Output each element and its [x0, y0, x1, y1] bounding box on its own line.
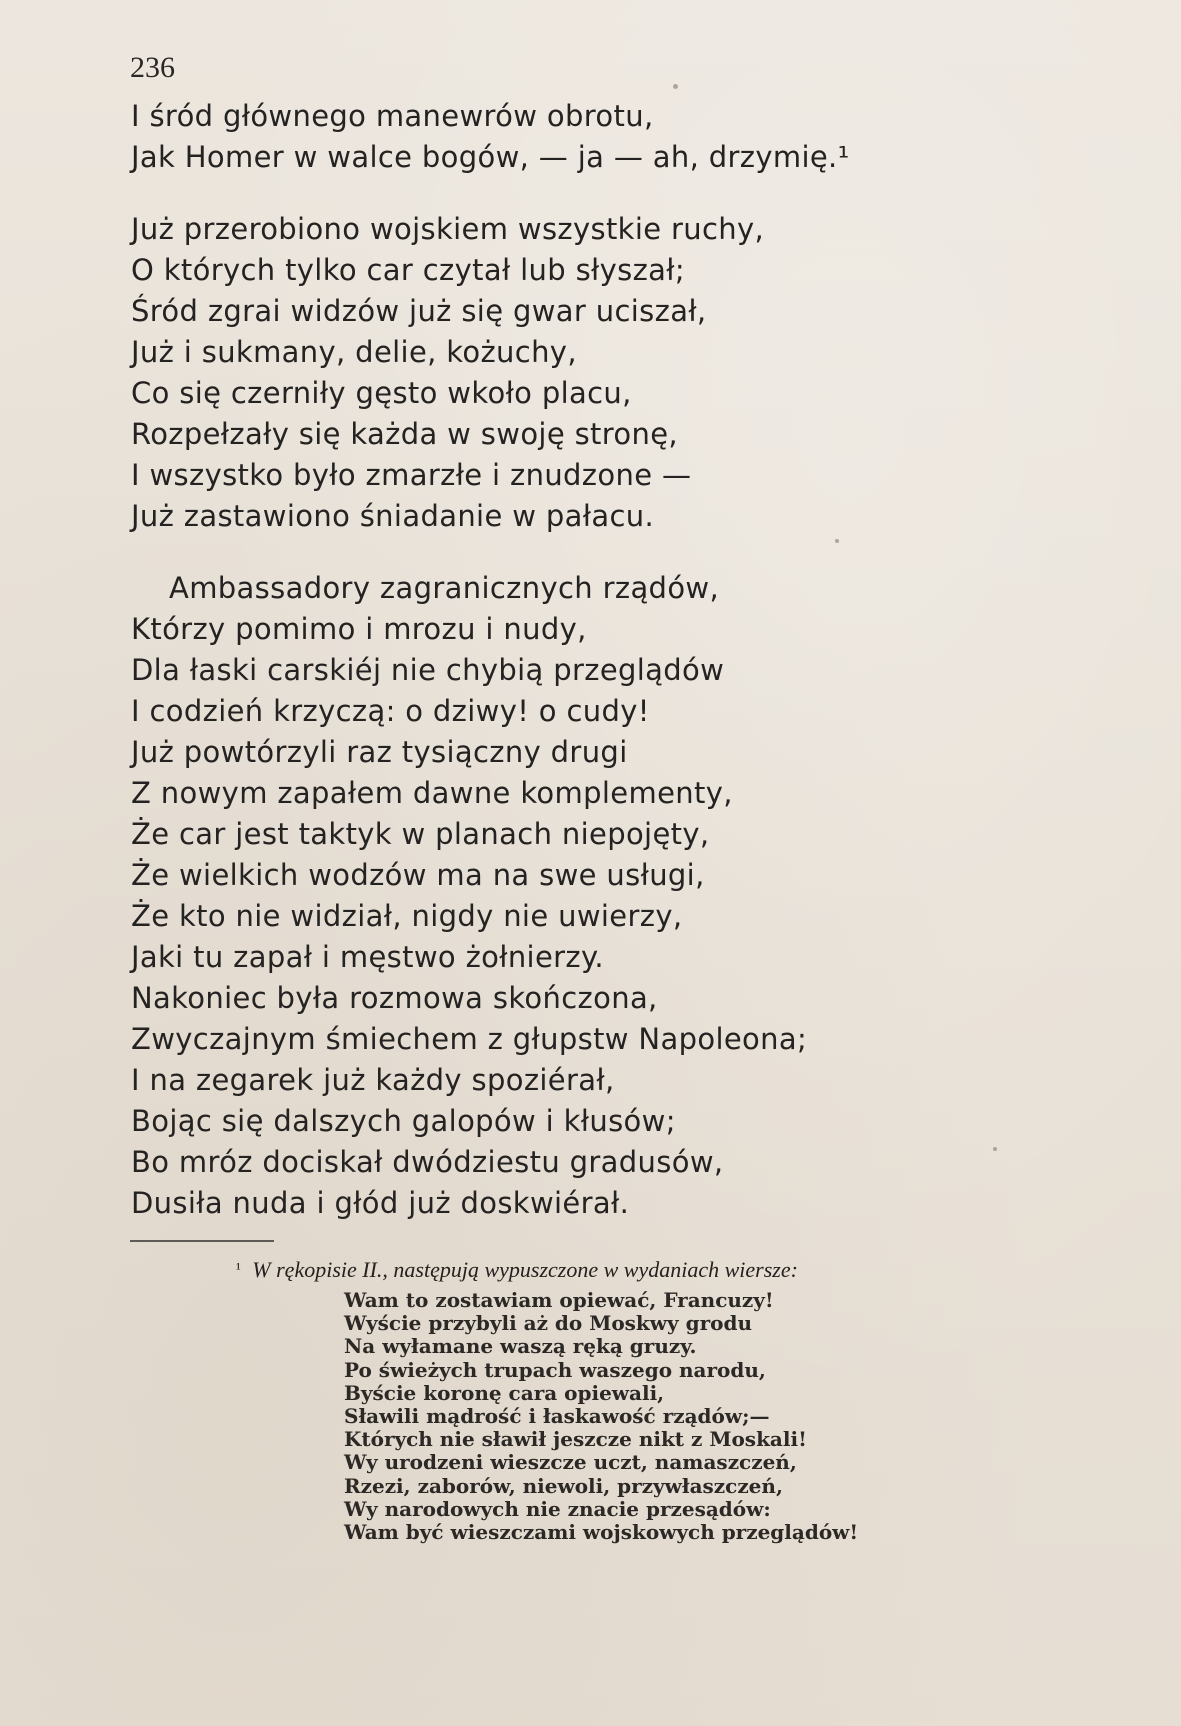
- poem-line: Zwyczajnym śmiechem z głupstw Napoleona;: [131, 1022, 808, 1056]
- stanza-2: [131, 209, 1011, 537]
- page-number: 236: [130, 51, 175, 84]
- footnote-divider: [130, 1240, 274, 1242]
- poem-line: I wszystko było zmarzłe i znudzone —: [131, 458, 692, 492]
- footnote: [236, 1256, 1056, 1544]
- footnote-line: Wy narodowych nie znacie przesądów:: [344, 1496, 771, 1521]
- poem-line: Że car jest taktyk w planach niepojęty,: [131, 817, 710, 851]
- footnote-line: Po świeżych trupach waszego narodu,: [344, 1357, 766, 1382]
- poem-line: Bo mróz dociskał dwódziestu gradusów,: [131, 1145, 724, 1179]
- poem-line: Rozpełzały się każda w swoję stronę,: [131, 417, 678, 451]
- poem-line: Śród zgrai widzów już się gwar uciszał,: [131, 294, 707, 328]
- poem-line: Jaki tu zapał i męstwo żołnierzy.: [131, 940, 604, 974]
- poem-line: Już przerobiono wojskiem wszystkie ruchy,: [131, 212, 765, 246]
- footnote-line: Na wyłamane waszą ręką gruzy.: [344, 1334, 697, 1359]
- poem-line: Już zastawiono śniadanie w pałacu.: [131, 499, 655, 533]
- poem-line: Że kto nie widział, nigdy nie uwierzy,: [131, 899, 683, 933]
- poem-line: Dla łaski carskiéj nie chybią przeglądów: [131, 653, 725, 687]
- poem-line: Dusiła nuda i głód już doskwiérał.: [131, 1186, 630, 1220]
- footnote-line: Których nie sławił jeszcze nikt z Moskali!: [344, 1427, 807, 1452]
- poem-line: Już powtórzyli raz tysiączny drugi: [131, 735, 628, 769]
- footnote-heading: [236, 1256, 1056, 1284]
- footnote-line: Wy urodzeni wieszcze uczt, namaszczeń,: [344, 1450, 797, 1475]
- footnote-line: Wam być wieszczami wojskowych przeglądów!: [344, 1520, 859, 1545]
- poem-line: Jak Homer w walce bogów, — ja — ah, drzymię.¹: [131, 140, 850, 174]
- poem-line: Którzy pomimo i mrozu i nudy,: [131, 612, 587, 646]
- footnote-line: Sławili mądrość i łaskawość rządów;—: [344, 1404, 770, 1429]
- poem-line: Że wielkich wodzów ma na swe usługi,: [131, 858, 705, 892]
- poem-line: Ambassadory zagranicznych rządów,: [169, 571, 720, 605]
- poem-line: Już i sukmany, delie, kożuchy,: [131, 335, 577, 369]
- paper-spot: [993, 1147, 997, 1151]
- footnote-line: Rzezi, zaborów, niewoli, przywłaszczeń,: [344, 1473, 783, 1498]
- poem-line: Co się czerniły gęsto wkoło placu,: [131, 376, 632, 410]
- poem-line: Nakoniec była rozmowa skończona,: [131, 981, 658, 1015]
- poem-text: [131, 96, 1011, 1224]
- poem-line: Bojąc się dalszych galopów i kłusów;: [131, 1104, 676, 1138]
- poem-line: Z nowym zapałem dawne komplementy,: [131, 776, 733, 810]
- stanza-1: [131, 96, 1011, 178]
- footnote-line: Wyście przybyli aż do Moskwy grodu: [344, 1311, 752, 1336]
- poem-line: I codzień krzyczą: o dziwy! o cudy!: [131, 694, 650, 728]
- footnote-marker: ¹: [236, 1261, 241, 1278]
- footnote-line: Byście koronę cara opiewali,: [344, 1380, 665, 1405]
- paper-spot: [673, 84, 678, 89]
- footnote-intro: W rękopisie II., następują wypuszczone w wydaniach wiersze:: [252, 1257, 798, 1282]
- stanza-3: [131, 568, 1011, 1224]
- poem-line: I śród głównego manewrów obrotu,: [131, 99, 654, 133]
- footnote-line: Wam to zostawiam opiewać, Francuzy!: [344, 1288, 774, 1312]
- footnote-verse: [344, 1289, 1056, 1544]
- poem-line: O których tylko car czytał lub słyszał;: [131, 253, 686, 287]
- poem-line: I na zegarek już każdy spoziérał,: [131, 1063, 615, 1097]
- paper-spot: [835, 539, 839, 543]
